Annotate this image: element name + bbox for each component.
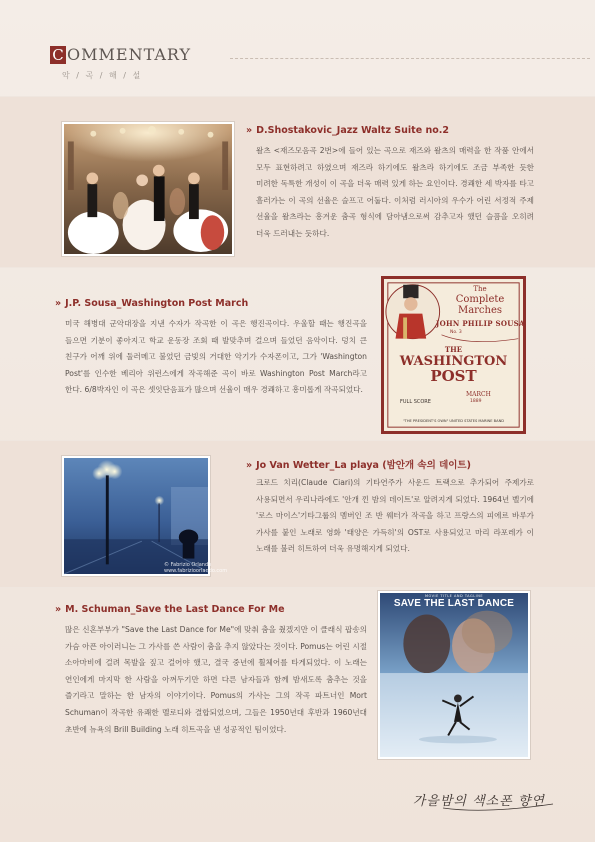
poster-series: The Complete Marches [455,285,505,316]
section-header [50,44,550,84]
poster-score: FULL SCORE [400,399,431,405]
poster-composer: JOHN PHILIP SOUSA [436,319,525,328]
poster-year: 1889 [470,399,482,404]
header-subtitle: 악 / 곡 / 해 / 설 [62,71,143,80]
poster-subtitle: MARCH [466,391,491,398]
sousa-score-cover [381,276,526,434]
arrow-icon: » [246,460,253,471]
section-body-la-playa: 크로드 치리(Claude Ciari)의 기타연주가 사운드 트랙으로 추가되어 주제가로 사용되면서 우리나라에도 '안개 낀 밤의 데이트'로 알려지게 되었다. 1964년 벨기에 '로스 마이스'기타그룹의 멤버인 조 반 웨터가 작곡을 하고 프랑스의 피에르 바루가 가사를 붙인 노래로 영화 '태양은 가득히'의 OST로 사용되었고 마리 라포레가 이 노래를 불러 히트하여 더욱 유명해지게 되었다. [256,478,534,554]
movie-poster-title: SAVE THE LAST DANCE [393,598,515,609]
ballroom-painting [62,122,234,256]
photo-credit: © Fabrizio Orlando www.fabrizioorlando.com [164,562,228,574]
poster-title: THE WASHINGTON POST [399,345,508,385]
header-initial: C [50,46,66,64]
arrow-icon: » [55,298,62,309]
arrow-icon: » [55,604,62,615]
section-title-sousa: » J.P. Sousa_Washington Post March [55,298,249,309]
arrow-icon: » [246,125,253,136]
poster-text [384,279,523,431]
movie-poster [378,591,530,759]
section-body-last-dance: 많은 신혼부부가 "Save the Last Dance for Me"에 맞춰 춤을 췄겠지만 이 클래식 팝송의 가슴 아픈 아이러니는 그 가사를 쓴 사람이 춤을 추지 않았다는 것이다. Pomus는 어린 시절 소아마비에 걸려 목발을 짚고 걸어야 했고, 결국 중년에 휠체어를 타게되었다. 이 노래는 연인에게 마지막 한 사람을 아껴두기만 하면 다른 남자들과 함께 밤새도록 춤추는 것을 즐기라고 말하는 한 남자의 이야기이다. Pomus의 가사는 그의 작곡 파트너인 Mort Schuman이 작곡한 유쾌한 멜로디와 결합되었으며, 그들은 1950년대 후반과 1960년대 초반에 뉴욕의 Brill Building 노래 히트곡을 낸 성공적인 팀이었다. [65,625,367,734]
header-divider [230,58,590,59]
section-title-last-dance: » M. Schuman_Save the Last Dance For Me [55,604,285,615]
page-signature: 가을밤의 색소폰 향연 [412,794,545,809]
header-title: OMMENTARY [67,45,192,64]
movie-poster-tagline: MOVIE TITLE AND TAGLINE [424,594,484,598]
poster-volume: No. 3 [450,330,462,335]
rainy-night-photo [62,456,228,576]
poster-band: "THE PRESIDENT'S OWN" UNITED STATES MARINE BAND [402,419,505,423]
section-body-sousa: 미국 해병대 군악대장을 지낸 수자가 작곡한 이 곡은 행진곡이다. 우울할 때는 행진곡을 들으면 기분이 좋아지고 학교 운동장 조회 때 발맞추며 걸으며 들었던 음악이다. 덩치 큰 친구가 어깨 위에 둘러메고 불었던 금빛의 거대한 악기가 수자폰이고, 그가 'Washington Post'를 인수한 베리아 위런스에게 작곡해준 곡이 바로 Washington Post March라고 한다. 6/8박자인 이 곡은 셋잇단음표가 많으며 선율이 매우 경쾌하고 흥미롭게 작곡되었다. [65,319,367,395]
section-title-shostakovich: » D.Shostakovic_Jazz Waltz Suite no.2 [246,125,449,136]
section-title-la-playa: » Jo Van Wetter_La playa (밤안개 속의 데이트) [246,460,471,471]
section-body-shostakovich: 왈츠 <재즈모음곡 2번>에 들어 있는 곡으로 재즈와 왈츠의 매력을 한 작품 안에서 모두 표현하려고 하였으며 재즈라 하기에도 왈츠라 하기에도 조금 부족한 듯한 미려한 독특한 개성이 이 곡을 더욱 매력 있게 하는 요인이다. 경쾌한 세 박자를 타고 흘러가는 이 곡의 선율은 슬프고 어둡다. 이처럼 러시아의 우수가 어린 서정적 주제 선율을 왈츠라는 흥겨운 춤곡 형식에 담아냄으로써 감추고자 했던 슬픔을 오히려 더욱 드러내는 듯하다. [256,146,534,238]
